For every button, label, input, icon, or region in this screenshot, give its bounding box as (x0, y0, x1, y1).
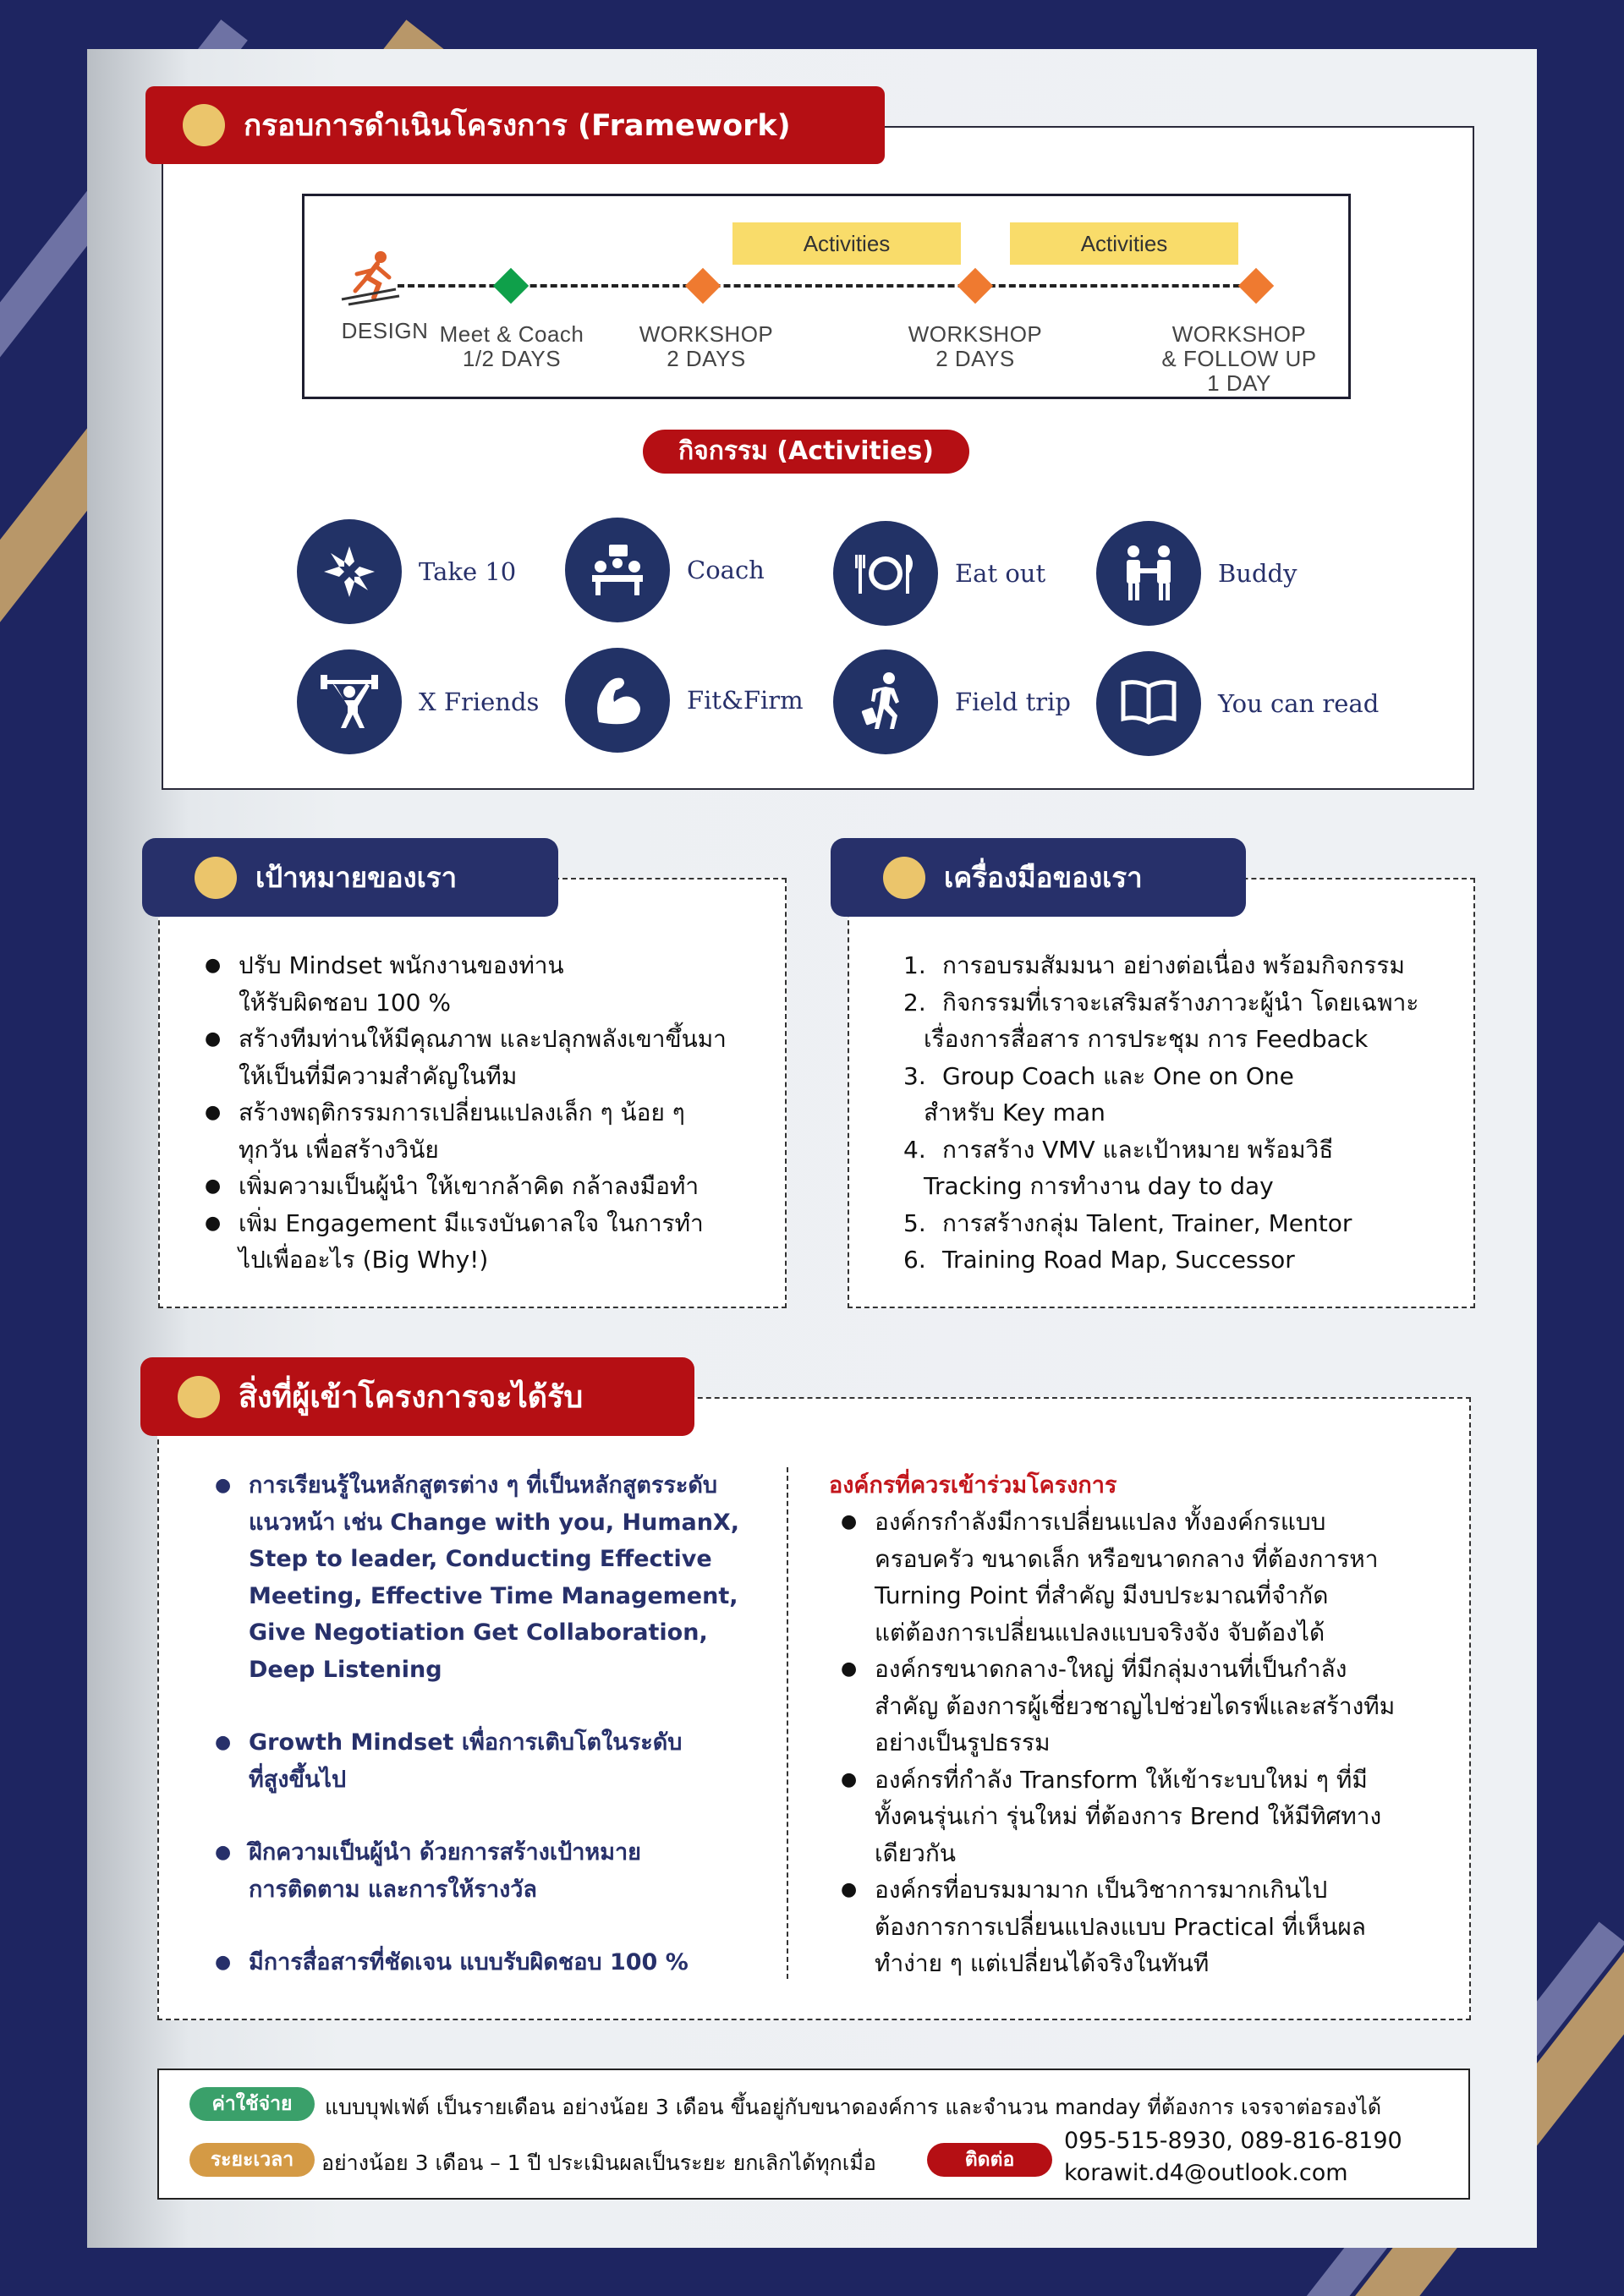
label-workshop-2-line2: 2 DAYS (935, 346, 1015, 371)
dining-icon (833, 521, 938, 626)
benefit-item (211, 1944, 770, 1981)
open-book-icon (1096, 651, 1201, 756)
contact-tag: ติดต่อ (927, 2143, 1052, 2177)
activity-take10 (297, 519, 516, 624)
label-workshop-1 (617, 322, 795, 371)
tool-line: การสร้างกลุ่ม Talent, Trainer, Mentor (942, 1208, 1352, 1237)
target-org-line: ● องค์กรที่กำลัง Transform ให้เข้าระบบใหม่ ๆ ที่มี (875, 1765, 1368, 1794)
benefit-line: การติดตาม และการให้รางวัล (249, 1876, 537, 1903)
target-org-line: ● องค์กรที่อบรมมามาก เป็นวิชาการมากเกินไป (875, 1876, 1328, 1904)
milestone-workshop2-diamond (957, 268, 993, 304)
tool-line: เรื่องการสื่อสาร การประชุม การ Feedback (924, 1025, 1369, 1053)
tool-item (903, 1205, 1470, 1242)
weightlifter-icon (297, 649, 402, 754)
target-org-line: แต่ต้องการเปลี่ยนแปลงแบบจริงจัง จับต้องได้ (875, 1618, 1325, 1647)
benefit-item (211, 1724, 770, 1798)
goals-list (201, 947, 776, 1279)
activity-label: Coach (687, 556, 765, 584)
tool-line: การอบรมสัมมนา อย่างต่อเนื่อง พร้อมกิจกรรม (942, 951, 1405, 979)
target-org-line: สำคัญ ต้องการผู้เชี่ยวชาญไปช่วยไดรฟ์และสร้างทีม (875, 1691, 1396, 1720)
muscle-arm-icon (565, 648, 670, 753)
benefit-line: Deep Listening (249, 1656, 442, 1683)
activities-bar-1: Activities (732, 222, 961, 265)
label-workshop-3-line3: 1 DAY (1207, 370, 1271, 396)
target-org-item (837, 1651, 1463, 1762)
label-workshop-2 (886, 322, 1064, 371)
traveler-icon (833, 649, 938, 754)
goals-title (142, 838, 558, 917)
label-meet-coach-line2: 1/2 DAYS (462, 346, 562, 371)
tool-line: Training Road Map, Successor (942, 1246, 1295, 1274)
benefit-line: ● การเรียนรู้ในหลักสูตรต่าง ๆ ที่เป็นหลักสูตรระดับ (249, 1472, 718, 1499)
tools-title-text: เครื่องมือของเรา (944, 861, 1143, 894)
activities-bar-2: Activities (1010, 222, 1238, 265)
activity-buddy (1096, 521, 1298, 626)
label-workshop-3-line1: WORKSHOP (1171, 321, 1307, 347)
target-org-item (837, 1871, 1463, 1982)
target-org-line: ● องค์กรขนาดกลาง-ใหญ่ ที่มีกลุ่มงานที่เป็นกำลัง (875, 1655, 1347, 1683)
activity-fit-firm (565, 648, 804, 753)
goals-title-text: เป้าหมายของเรา (255, 861, 458, 894)
benefit-line: ● มีการสื่อสารที่ชัดเจน แบบรับผิดชอบ 100 % (249, 1949, 689, 1975)
title-dot-icon (195, 857, 237, 899)
meeting-icon (565, 518, 670, 622)
goal-item (201, 947, 776, 1021)
framework-title-text: กรอบการดำเนินโครงการ (Framework) (244, 108, 791, 143)
label-meet-coach (414, 322, 609, 371)
label-meet-coach-line1: Meet & Coach (439, 321, 584, 347)
activity-label: You can read (1218, 689, 1380, 718)
milestone-meet-diamond (493, 268, 529, 304)
label-workshop-1-line1: WORKSHOP (639, 321, 774, 347)
tool-number: 3. (903, 1061, 926, 1090)
benefits-title-text: สิ่งที่ผู้เข้าโครงการจะได้รับ (239, 1380, 584, 1415)
activity-x-friends (297, 649, 539, 754)
tools-title (831, 838, 1246, 917)
handshake-icon (1096, 521, 1201, 626)
tool-line: การสร้าง VMV และเป้าหมาย พร้อมวิธี (942, 1135, 1334, 1164)
activity-you-can-read (1096, 651, 1379, 756)
goal-line: ให้เป็นที่มีความสำคัญในทีม (239, 1061, 518, 1090)
target-orgs-list (837, 1504, 1463, 1982)
goal-item (201, 1094, 776, 1168)
activity-field-trip (833, 649, 1071, 754)
footer-panel (157, 2069, 1470, 2200)
goal-line: ทุกวัน เพื่อสร้างวินัย (239, 1135, 439, 1164)
benefit-line: Give Negotiation Get Collaboration, (249, 1619, 708, 1646)
tool-line: Group Coach และ One on One (942, 1061, 1294, 1090)
target-org-line: เดียวกัน (875, 1838, 956, 1867)
duration-text: อย่างน้อย 3 เดือน – 1 ปี ประเมินผลเป็นระยะ ยกเลิกได้ทุกเมื่อ (321, 2151, 876, 2175)
goal-line: ● เพิ่มความเป็นผู้นำ ให้เขากล้าคิด กล้าลงมือทำ (239, 1172, 700, 1200)
benefit-line: แนวหน้า เช่น Change with you, HumanX, (249, 1509, 739, 1536)
hands-together-icon (297, 519, 402, 624)
activity-label: X Friends (419, 688, 540, 716)
tool-number: 6. (903, 1246, 926, 1274)
activity-label: Fit&Firm (687, 686, 804, 715)
activity-label: Take 10 (419, 557, 517, 586)
target-org-line: ทำง่าย ๆ แต่เปลี่ยนได้จริงในทันที (875, 1949, 1210, 1977)
label-workshop-3-line2: & FOLLOW UP (1161, 346, 1317, 371)
contact-phone[interactable]: 095-515-8930, 089-816-8190 (1064, 2128, 1402, 2154)
target-orgs-title: องค์กรที่ควรเข้าร่วมโครงการ (829, 1472, 1117, 1499)
activity-label: Buddy (1218, 559, 1298, 588)
title-dot-icon (183, 104, 225, 146)
activity-eat-out (833, 521, 1045, 626)
tool-number: 5. (903, 1208, 926, 1237)
tool-number: 4. (903, 1135, 926, 1164)
tool-number: 1. (903, 951, 926, 979)
duration-tag: ระยะเวลา (189, 2143, 315, 2177)
label-design: DESIGN (341, 318, 429, 343)
label-workshop-3 (1142, 322, 1336, 396)
benefit-line: ● ฝึกความเป็นผู้นำ ด้วยการสร้างเป้าหมาย (249, 1839, 641, 1866)
target-org-line: ครอบครัว ขนาดเล็ก หรือขนาดกลาง ที่ต้องการหา (875, 1544, 1379, 1573)
goal-line: ไปเพื่ออะไร (Big Why!) (239, 1246, 489, 1274)
goal-item (201, 1168, 776, 1205)
target-org-item (837, 1762, 1463, 1872)
contact-email[interactable]: korawit.d4@outlook.com (1064, 2160, 1348, 2186)
cost-tag: ค่าใช้จ่าย (189, 2087, 315, 2121)
benefit-line: Meeting, Effective Time Management, (249, 1582, 738, 1609)
benefit-item (211, 1834, 770, 1908)
goal-line: ● สร้างพฤติกรรมการเปลี่ยนแปลงเล็ก ๆ น้อย ๆ (239, 1099, 685, 1126)
tool-number: 2. (903, 988, 926, 1016)
milestone-workshop1-diamond (685, 268, 721, 304)
tool-item (903, 947, 1470, 984)
goal-line: ● เพิ่ม Engagement มีแรงบันดาลใจ ในการทำ (239, 1208, 704, 1237)
benefits-divider (787, 1467, 788, 1979)
goal-line: ● สร้างทีมท่านให้มีคุณภาพ และปลุกพลังเขาขึ้นมา (239, 1025, 727, 1053)
target-org-line: Turning Point ที่สำคัญ มีงบประมาณที่จำกัด (875, 1581, 1329, 1609)
target-org-line: ● องค์กรกำลังมีการเปลี่ยนแปลง ทั้งองค์กรแบบ (875, 1508, 1326, 1536)
tool-line: กิจกรรมที่เราจะเสริมสร้างภาวะผู้นำ โดยเฉพาะ (942, 988, 1419, 1016)
timeline (302, 194, 1351, 399)
goal-item (201, 1021, 776, 1094)
skier-icon (337, 249, 404, 308)
label-workshop-2-line1: WORKSHOP (908, 321, 1043, 347)
goal-line: ให้รับผิดชอบ 100 % (239, 988, 451, 1016)
target-org-item (837, 1504, 1463, 1651)
framework-title (145, 86, 885, 164)
benefit-line: ● Growth Mindset เพื่อการเติบโตในระดับ (249, 1729, 683, 1756)
milestone-workshop3-diamond (1238, 268, 1274, 304)
activity-coach (565, 518, 765, 622)
activity-label: Eat out (955, 559, 1046, 588)
tool-line: สำหรับ Key man (924, 1099, 1106, 1126)
tool-item (903, 984, 1470, 1058)
cost-text: แบบบุฟเฟ่ต์ เป็นรายเดือน อย่างน้อย 3 เดือน ขึ้นอยู่กับขนาดองค์การ และจำนวน manday ที่ต้องการ เจรจาต่อรองได้ (325, 2095, 1382, 2119)
title-dot-icon (883, 857, 925, 899)
target-org-line: ต้องการการเปลี่ยนแปลงแบบ Practical ที่เห็นผล (875, 1912, 1366, 1941)
benefit-item (211, 1467, 770, 1688)
goal-line: ● ปรับ Mindset พนักงานของท่าน (239, 951, 564, 979)
label-workshop-1-line2: 2 DAYS (667, 346, 746, 371)
tool-item (903, 1132, 1470, 1205)
activity-label: Field trip (955, 688, 1071, 716)
benefit-line: Step to leader, Conducting Effective (249, 1546, 712, 1572)
benefits-title (140, 1357, 694, 1436)
activities-badge: กิจกรรม (Activities) (643, 430, 969, 474)
tool-line: Tracking การทำงาน day to day (924, 1172, 1274, 1200)
title-dot-icon (178, 1376, 220, 1418)
tools-list (903, 947, 1470, 1279)
goal-item (201, 1205, 776, 1279)
benefit-line: ที่สูงขึ้นไป (249, 1766, 347, 1793)
tool-item (903, 1241, 1470, 1279)
target-org-line: อย่างเป็นรูปธรรม (875, 1729, 1051, 1756)
benefits-left-list (211, 1467, 770, 1981)
tool-item (903, 1058, 1470, 1132)
target-org-line: ทั้งคนรุ่นเก่า รุ่นใหม่ ที่ต้องการ Brend ให้มีทิศทาง (875, 1802, 1382, 1830)
